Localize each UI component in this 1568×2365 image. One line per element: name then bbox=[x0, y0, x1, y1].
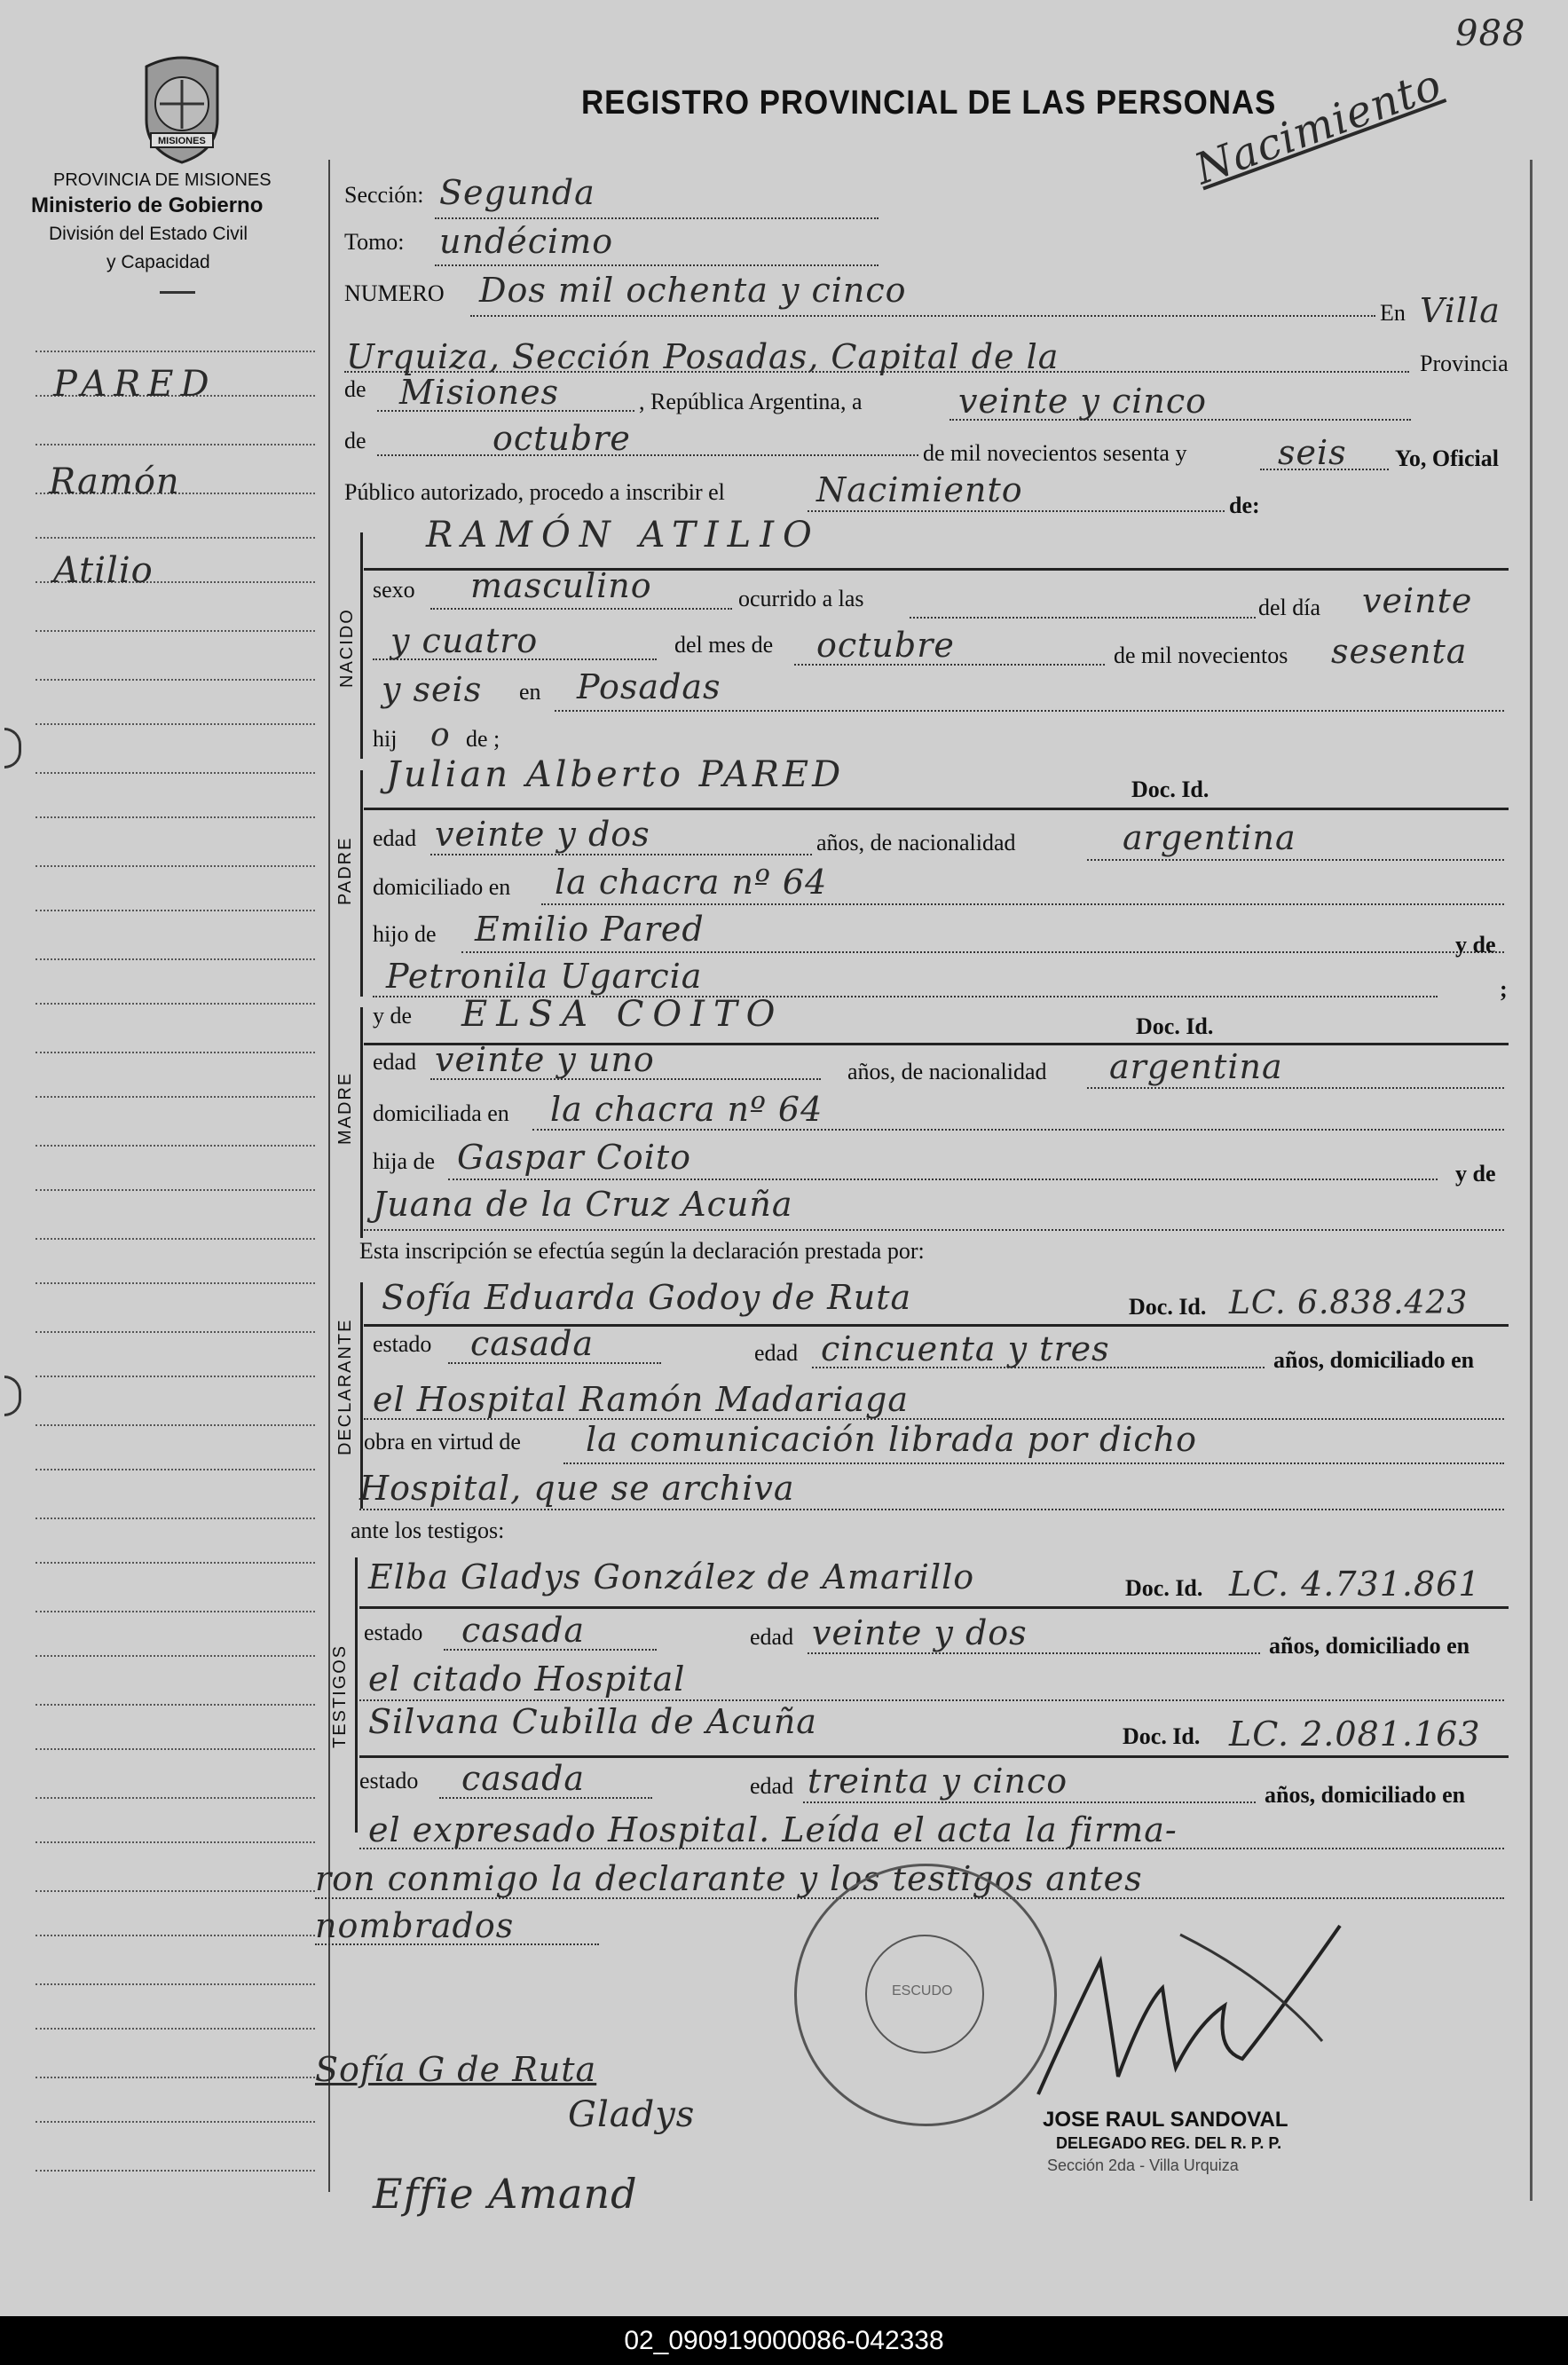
testigo2-signature: Effie Amand bbox=[373, 2170, 638, 2218]
padre-edad-value: veinte y dos bbox=[435, 815, 650, 854]
margin-surname: PARED bbox=[53, 364, 217, 405]
declarante-nombre: Sofía Eduarda Godoy de Ruta bbox=[382, 1278, 912, 1317]
hij-label: hij bbox=[373, 726, 398, 752]
testigo1-domicilio-label: años, domiciliado en bbox=[1269, 1633, 1470, 1659]
de-label-2: de bbox=[344, 428, 366, 453]
padre-nacionalidad-label: años, de nacionalidad bbox=[816, 830, 1016, 855]
declarante-estado-value: casada bbox=[470, 1324, 595, 1363]
mil-label: de mil novecientos sesenta y bbox=[923, 440, 1187, 466]
lugar-value: Posadas bbox=[577, 667, 721, 706]
testigo1-domicilio-value: el citado Hospital bbox=[368, 1659, 686, 1699]
padre-nacionalidad-value: argentina bbox=[1123, 818, 1296, 857]
testigo2-edad-value: treinta y cinco bbox=[808, 1762, 1068, 1801]
province-name: PROVINCIA DE MISIONES bbox=[53, 170, 272, 190]
madre-section-label: MADRE bbox=[335, 1071, 355, 1145]
seccion-value: Segunda bbox=[439, 173, 595, 212]
madre-nombre: ELSA COITO bbox=[461, 994, 784, 1035]
page-number: 988 bbox=[1455, 13, 1526, 54]
testigo1-doc-value: LC. 4.731.861 bbox=[1229, 1565, 1481, 1604]
official-name: JOSE RAUL SANDOVAL bbox=[1043, 2108, 1288, 2132]
en-value: Villa bbox=[1420, 291, 1501, 330]
testigo1-edad-label: edad bbox=[750, 1624, 794, 1650]
madre-nacionalidad-value: argentina bbox=[1109, 1047, 1283, 1086]
dia-value-2: y cuatro bbox=[390, 621, 539, 660]
testigo1-edad-value: veinte y dos bbox=[812, 1613, 1028, 1652]
division-line1: División del Estado Civil bbox=[49, 224, 248, 244]
acta-value: Nacimiento bbox=[816, 470, 1023, 509]
padre-section-label: PADRE bbox=[335, 836, 355, 905]
oficial-label: Yo, Oficial bbox=[1395, 445, 1499, 471]
declarante-domicilio-label: años, domiciliado en bbox=[1273, 1347, 1475, 1373]
testigo1-doc-label: Doc. Id. bbox=[1125, 1575, 1203, 1601]
madre-edad-value: veinte y uno bbox=[435, 1040, 655, 1079]
scan-id-footer: 02_090919000086-042338 bbox=[0, 2316, 1568, 2365]
obra-value: la comunicación librada por dicho bbox=[586, 1420, 1198, 1459]
header-divider bbox=[160, 291, 195, 294]
binder-hole-top bbox=[4, 728, 21, 769]
testigo2-domicilio-label: años, domiciliado en bbox=[1265, 1782, 1466, 1808]
obra-label: obra en virtud de bbox=[364, 1429, 521, 1454]
nacido-anio-value-2: y seis bbox=[382, 670, 483, 709]
padre-hijo-label: hijo de bbox=[373, 921, 437, 947]
publico-label: Público autorizado, procedo a inscribir el bbox=[344, 479, 725, 505]
padre-nombre: Julian Alberto PARED bbox=[386, 754, 845, 795]
fecha-value: veinte y cinco bbox=[958, 382, 1208, 421]
padre-domicilio-value: la chacra nº 64 bbox=[555, 863, 828, 902]
provincia-value: Misiones bbox=[399, 373, 560, 412]
testigos-intro: ante los testigos: bbox=[351, 1518, 505, 1543]
tomo-value: undécimo bbox=[439, 222, 614, 261]
closing-line-3: nombrados bbox=[315, 1906, 515, 1945]
nacido-mes-value: octubre bbox=[816, 626, 955, 665]
testigo2-doc-value: LC. 2.081.163 bbox=[1229, 1715, 1481, 1754]
padre-yde-label: y de bbox=[1455, 932, 1496, 958]
declarante-edad-value: cincuenta y tres bbox=[821, 1329, 1110, 1368]
margin-firstname: Ramón bbox=[49, 461, 180, 502]
tomo-label: Tomo: bbox=[344, 229, 405, 255]
numero-label: NUMERO bbox=[344, 280, 445, 306]
testigo2-estado-value: casada bbox=[461, 1759, 586, 1798]
anio-value: seis bbox=[1278, 433, 1347, 472]
location-value: Urquiza, Sección Posadas, Capital de la bbox=[346, 337, 1060, 376]
declarante-signature: Sofía G de Ruta bbox=[315, 2050, 597, 2089]
sexo-label: sexo bbox=[373, 577, 415, 603]
ministry-name: Ministerio de Gobierno bbox=[31, 193, 264, 217]
provincial-seal bbox=[133, 49, 231, 164]
closing-line-2: ron conmigo la declarante y los testigos antes bbox=[315, 1859, 1143, 1898]
sexo-value: masculino bbox=[470, 566, 652, 605]
madre-doc-label: Doc. Id. bbox=[1136, 1013, 1214, 1039]
madre-yde-label-2: y de bbox=[1455, 1161, 1496, 1186]
nacido-nombre: RAMÓN ATILIO bbox=[426, 515, 821, 556]
division-line2: y Capacidad bbox=[106, 252, 210, 272]
page-right-border bbox=[1530, 160, 1533, 2201]
testigo2-domicilio-value: el expresado Hospital. Leída el acta la firma- bbox=[368, 1810, 1178, 1849]
margin-secondname: Atilio bbox=[53, 550, 154, 591]
testigo1-nombre: Elba Gladys González de Amarillo bbox=[368, 1557, 975, 1596]
madre-edad-label: edad bbox=[373, 1049, 417, 1075]
seal-text: MISIONES bbox=[158, 136, 206, 146]
nacido-en-label: en bbox=[519, 679, 541, 705]
document-title: REGISTRO PROVINCIAL DE LAS PERSONAS bbox=[581, 84, 1277, 122]
numero-value: Dos mil ochenta y cinco bbox=[479, 271, 907, 310]
republica-label: , República Argentina, a bbox=[639, 389, 863, 414]
padre-padre-de: Emilio Pared bbox=[475, 910, 705, 949]
de-label: de bbox=[344, 376, 366, 402]
padre-madre-de: Petronila Ugarcia bbox=[386, 957, 703, 996]
dia-label: del día bbox=[1258, 595, 1321, 620]
dia-value: veinte bbox=[1362, 581, 1473, 620]
declarante-domicilio-value: el Hospital Ramón Madariaga bbox=[373, 1380, 909, 1419]
madre-yde-label: y de bbox=[373, 1003, 413, 1029]
testigos-section-label: TESTIGOS bbox=[330, 1644, 350, 1748]
padre-edad-label: edad bbox=[373, 825, 417, 851]
provincia-label: Provincia bbox=[1420, 351, 1509, 376]
madre-madre-de: Juana de la Cruz Acuña bbox=[373, 1185, 793, 1224]
seccion-label: Sección: bbox=[344, 182, 424, 208]
official-signature-strokes bbox=[1020, 1908, 1375, 2112]
nacido-section-label: NACIDO bbox=[337, 608, 357, 688]
testigo1-signature: Gladys bbox=[568, 2094, 696, 2135]
mes-label: del mes de bbox=[674, 632, 774, 658]
padre-domicilio-label: domiciliado en bbox=[373, 874, 511, 900]
testigo2-estado-label: estado bbox=[359, 1768, 419, 1793]
declarante-doc-label: Doc. Id. bbox=[1129, 1294, 1207, 1320]
declarante-edad-label: edad bbox=[754, 1340, 799, 1366]
madre-padre-de: Gaspar Coito bbox=[457, 1138, 691, 1177]
nacido-anio-value: sesenta bbox=[1331, 632, 1468, 671]
declarante-intro: Esta inscripción se efectúa según la declaración prestada por: bbox=[359, 1238, 925, 1264]
stamp-emblem: ESCUDO bbox=[892, 1983, 953, 1998]
declarante-section-label: DECLARANTE bbox=[335, 1318, 355, 1455]
ocurrido-label: ocurrido a las bbox=[738, 586, 864, 611]
declarante-doc-value: LC. 6.838.423 bbox=[1229, 1285, 1469, 1321]
madre-hija-label: hija de bbox=[373, 1148, 436, 1174]
corner-annotation: Nacimiento bbox=[1188, 59, 1449, 195]
madre-nacionalidad-label: años, de nacionalidad bbox=[847, 1059, 1047, 1084]
mes-value: octubre bbox=[492, 419, 631, 458]
testigo2-nombre: Silvana Cubilla de Acuña bbox=[368, 1702, 817, 1741]
madre-domicilio-value: la chacra nº 64 bbox=[550, 1090, 823, 1129]
binder-hole-bottom bbox=[4, 1376, 21, 1416]
padre-semicolon: ; bbox=[1500, 976, 1508, 1002]
testigo2-doc-label: Doc. Id. bbox=[1123, 1723, 1201, 1749]
official-section: Sección 2da - Villa Urquiza bbox=[1047, 2156, 1239, 2174]
testigo1-estado-label: estado bbox=[364, 1620, 423, 1645]
mil-novecientos-label: de mil novecientos bbox=[1114, 642, 1288, 668]
official-title: DELEGADO REG. DEL R. P. P. bbox=[1056, 2134, 1282, 2152]
madre-domicilio-label: domiciliada en bbox=[373, 1100, 509, 1126]
testigo2-edad-label: edad bbox=[750, 1773, 794, 1799]
de-colon-label: de: bbox=[1229, 493, 1260, 518]
obra-value-2: Hospital, que se archiva bbox=[359, 1469, 795, 1508]
hij-de-label: de ; bbox=[466, 726, 500, 752]
hij-value: o bbox=[430, 717, 451, 753]
testigo1-estado-value: casada bbox=[461, 1611, 586, 1650]
declarante-estado-label: estado bbox=[373, 1331, 432, 1357]
en-label: En bbox=[1380, 300, 1406, 326]
padre-doc-label: Doc. Id. bbox=[1131, 777, 1209, 802]
